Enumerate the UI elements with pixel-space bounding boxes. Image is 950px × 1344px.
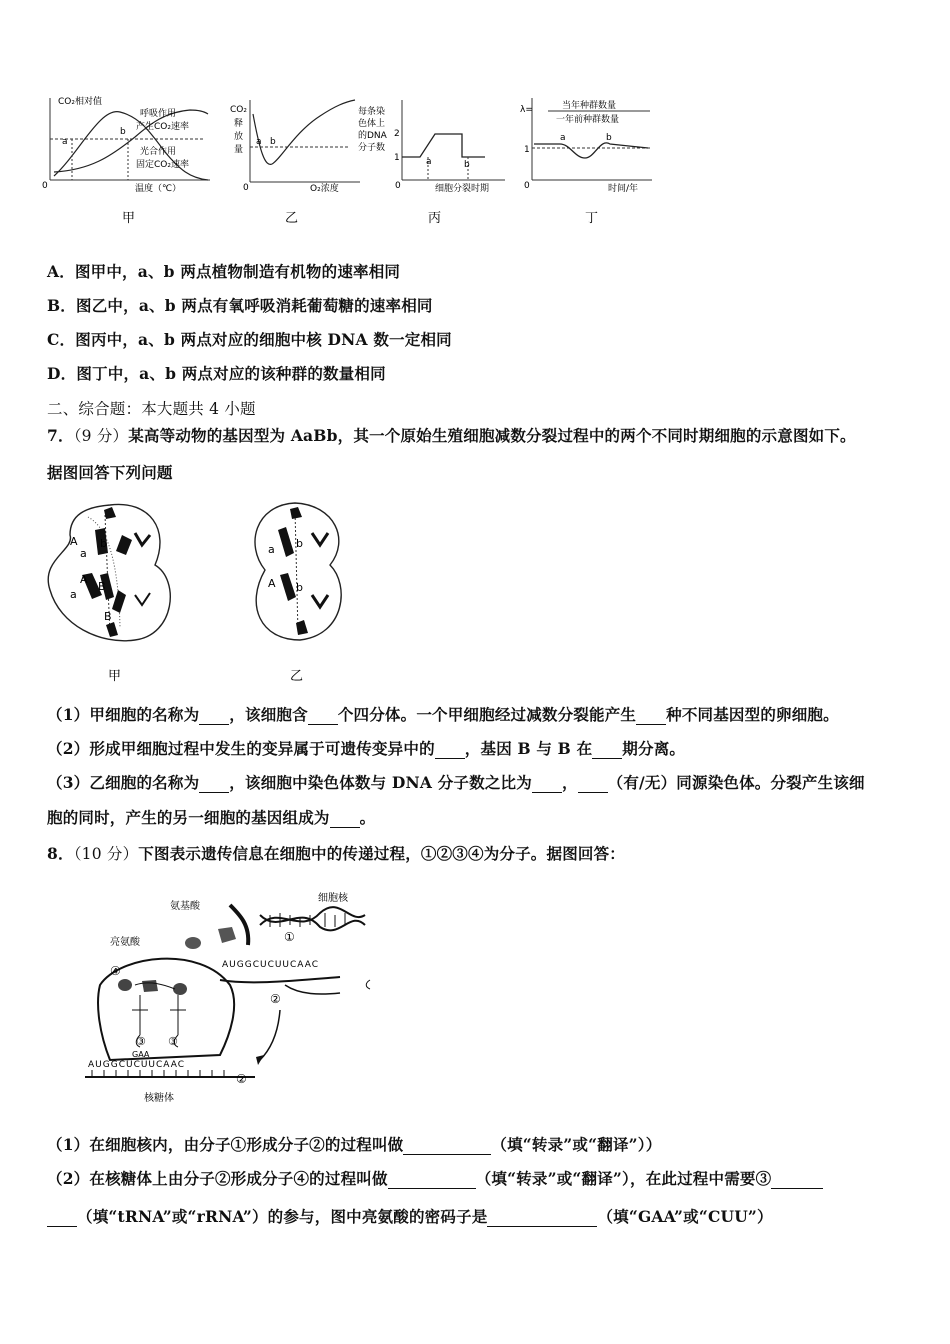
cell-yi xyxy=(255,503,341,684)
bing-ylabel-3: 分子数 xyxy=(358,143,386,153)
jia-label-a2: a xyxy=(70,588,77,601)
ding-origin: 0 xyxy=(524,181,530,191)
jia-label-B1: B xyxy=(98,580,106,593)
yi-ylabel-3: 量 xyxy=(234,145,244,155)
option-d xyxy=(47,362,386,384)
q8-blank-4[interactable] xyxy=(487,1207,597,1227)
option-b-text: 图乙中，a、b 两点有氧呼吸消耗葡萄糖的速率相同 xyxy=(76,296,433,315)
q8-sub2-d: （填“GAA”或“CUU”） xyxy=(597,1207,773,1226)
cell-yi-caption: 乙 xyxy=(290,669,304,684)
yi-xlabel: O₂浓度 xyxy=(310,184,339,194)
option-b xyxy=(47,294,433,316)
option-a-text: 图甲中，a、b 两点植物制造有机物的速率相同 xyxy=(74,262,401,281)
q7-sub1-d: 种不同基因型的卵细胞。 xyxy=(666,705,839,724)
jia-label-A: A xyxy=(70,535,78,548)
ding-denom: 一年前种群数量 xyxy=(556,115,620,125)
fig-seq-bottom: AUGGCUCUUCAAC xyxy=(88,1060,185,1070)
ding-lambda: λ= xyxy=(520,105,533,115)
q7-text: 某高等动物的基因型为 AaBb，其一个原始生殖细胞减数分裂过程中的两个不同时期细胞的示意图如下。 xyxy=(128,426,856,445)
ding-point-b: b xyxy=(606,133,612,143)
bing-origin: 0 xyxy=(395,181,401,191)
option-a-letter: A． xyxy=(47,262,75,281)
jia-xlabel: 温度（℃） xyxy=(135,184,182,194)
q7-sub1-b: ，该细胞含 xyxy=(229,705,308,724)
q7-sub3-d: （有/无）同源染色体。分裂产生该细 xyxy=(607,773,865,792)
yi-point-a: a xyxy=(256,137,262,147)
fig-amino-acid xyxy=(185,937,201,949)
q7-sub3-c: ， xyxy=(561,773,578,792)
fig-amino-label: 氨基酸 xyxy=(170,901,200,912)
ding-numer: 当年种群数量 xyxy=(562,101,617,111)
q7-sub1-c: 个四分体。一个甲细胞经过减数分裂能产生 xyxy=(337,705,637,724)
cell-jia xyxy=(48,504,170,684)
q7-cells-figure xyxy=(40,495,380,690)
q7-sub2-a: （2）形成甲细胞过程中发生的变异属于可遗传变异中的 xyxy=(47,739,435,758)
bing-point-a: a xyxy=(426,157,432,167)
option-b-letter: B． xyxy=(47,296,77,315)
fig-circle-2-bottom: ② xyxy=(236,1072,247,1086)
jia-curve2: 光合作用 xyxy=(140,147,177,157)
ding-point-a: a xyxy=(560,133,566,143)
q7-blank-6[interactable] xyxy=(199,773,229,793)
bing-point-b: b xyxy=(464,160,470,170)
q8-text: 下图表示遗传信息在细胞中的传递过程，①②③④为分子。据图回答： xyxy=(138,844,625,863)
q7-blank-3[interactable] xyxy=(636,705,666,725)
jia-label-a1: a xyxy=(80,547,87,560)
q7-blank-1[interactable] xyxy=(199,705,229,725)
jia-curve1: 呼吸作用 xyxy=(140,109,177,119)
q7-blank-9[interactable] xyxy=(330,808,360,828)
q8-blank-3a[interactable] xyxy=(771,1169,823,1189)
jia-curve1b: 产生CO₂速率 xyxy=(136,122,189,132)
q8-sub2 xyxy=(47,1167,823,1189)
yi-label-A: A xyxy=(268,577,276,590)
q8-blank-3b[interactable] xyxy=(47,1207,77,1227)
q7-blank-8[interactable] xyxy=(578,773,608,793)
q8-number: 8． xyxy=(47,844,74,863)
yi-point-b: b xyxy=(270,137,276,147)
q7-sub2-c: 期分离。 xyxy=(622,739,686,758)
jia-curve2b: 固定CO₂速率 xyxy=(136,160,189,170)
q7-sub3 xyxy=(47,771,865,793)
q8-sub1 xyxy=(47,1133,661,1155)
q7-sub3-a: （3）乙细胞的名称为 xyxy=(47,773,200,792)
option-a xyxy=(47,260,400,282)
yi-ylabel-1: 释 xyxy=(234,119,244,129)
q8-sub2-b: （填“转录”或“翻译”），在此过程中需要③ xyxy=(475,1169,772,1188)
option-d-letter: D． xyxy=(47,364,77,383)
ding-caption: 丁 xyxy=(585,211,599,226)
graph-bing xyxy=(358,100,505,226)
bing-caption: 丙 xyxy=(428,211,442,226)
jia-origin: 0 xyxy=(42,181,48,191)
jia-point-b: b xyxy=(120,127,126,137)
q7-sub3-cont xyxy=(47,806,375,828)
yi-origin: 0 xyxy=(243,183,249,193)
q8-translation-figure xyxy=(80,885,390,1125)
fig-nucleus-label: 细胞核 xyxy=(318,893,348,904)
q8-sub1-b: （填“转录”或“翻译”）） xyxy=(491,1135,662,1154)
graph-yi xyxy=(230,100,360,226)
fig-circle-3b: ③ xyxy=(168,1035,178,1048)
jia-caption: 甲 xyxy=(122,211,136,226)
q7-number: 7． xyxy=(47,426,74,445)
option-c xyxy=(47,328,452,350)
jia-point-a: a xyxy=(62,137,68,147)
graph-jia xyxy=(42,95,210,226)
yi-label-b2: b xyxy=(296,581,303,594)
cell-jia-caption: 甲 xyxy=(108,669,122,684)
fig-circle-3a: ③ xyxy=(136,1035,146,1048)
fig-leucine-label: 亮氨酸 xyxy=(110,937,140,948)
q7-blank-4[interactable] xyxy=(435,739,465,759)
section-title: 二、综合题：本大题共 4 小题 xyxy=(47,400,256,418)
fig-circle-4: ④ xyxy=(110,964,121,978)
q7-blank-5[interactable] xyxy=(592,739,622,759)
option-d-text: 图丁中，a、b 两点对应的该种群的数量相同 xyxy=(76,364,386,383)
fig-seq-top: AUGGCUCUUCAAC xyxy=(222,960,319,970)
yi-ylabel-2: 放 xyxy=(234,132,244,142)
q7-blank-2[interactable] xyxy=(308,705,338,725)
graph-ding xyxy=(520,98,652,226)
q8-sub2-c: （填“tRNA”或“rRNA”）的参与，图中亮氨酸的密码子是 xyxy=(77,1207,488,1226)
q7-score: （9 分） xyxy=(73,427,129,445)
q8-sub1-a: （1）在细胞核内，由分子①形成分子②的过程叫做 xyxy=(47,1135,404,1154)
q8-blank-2[interactable] xyxy=(388,1169,476,1189)
q7-blank-7[interactable] xyxy=(532,773,562,793)
q7-sub1-a: （1）甲细胞的名称为 xyxy=(47,705,200,724)
q7-stem xyxy=(47,424,856,446)
q7-sub3-e: 胞的同时，产生的另一细胞的基因组成为 xyxy=(47,808,330,827)
ding-xlabel: 时间/年 xyxy=(608,184,639,194)
bing-ylabel-2: 的DNA xyxy=(358,131,387,141)
q8-score: （10 分） xyxy=(73,845,139,863)
q7-sub3-f: 。 xyxy=(359,808,376,827)
yi-caption: 乙 xyxy=(285,211,299,226)
q8-sub2-cont xyxy=(47,1205,773,1227)
top-figures xyxy=(40,92,680,232)
q7-sub2 xyxy=(47,737,685,759)
bing-y2: 2 xyxy=(394,129,400,139)
q7-sub2-b: ，基因 B 与 B 在 xyxy=(464,739,593,758)
q8-sub2-a: （2）在核糖体上由分子②形成分子④的过程叫做 xyxy=(47,1169,388,1188)
yi-label-a: a xyxy=(268,543,275,556)
ding-y1: 1 xyxy=(524,145,530,155)
fig-anticodon: GAA xyxy=(132,1050,150,1059)
fig-circle-2-top: ② xyxy=(270,992,281,1006)
option-c-letter: C． xyxy=(47,330,76,349)
yi-ylabel-0: CO₂ xyxy=(230,105,247,115)
q7-sub3-b: ，该细胞中染色体数与 DNA 分子数之比为 xyxy=(229,773,532,792)
jia-label-B2: B xyxy=(104,610,112,623)
q7-sub1 xyxy=(47,703,839,725)
fig-ribosome-label: 核糖体 xyxy=(144,1093,174,1104)
jia-ylabel: CO₂相对值 xyxy=(58,97,102,107)
jia-label-A2: A xyxy=(80,573,88,586)
bing-ylabel-1: 色体上 xyxy=(358,119,386,129)
bing-xlabel: 细胞分裂时期 xyxy=(435,184,490,194)
bing-y1: 1 xyxy=(394,153,400,163)
bing-ylabel-0: 每条染 xyxy=(358,107,386,117)
q8-blank-1[interactable] xyxy=(403,1135,491,1155)
option-c-text: 图丙中，a、b 两点对应的细胞中核 DNA 数一定相同 xyxy=(75,330,452,349)
yi-label-b1: b xyxy=(296,537,303,550)
q8-stem xyxy=(47,842,625,864)
jia-label-b: b xyxy=(100,537,107,550)
q7-stem2: 据图回答下列问题 xyxy=(47,463,173,482)
fig-circle-1: ① xyxy=(284,930,295,944)
